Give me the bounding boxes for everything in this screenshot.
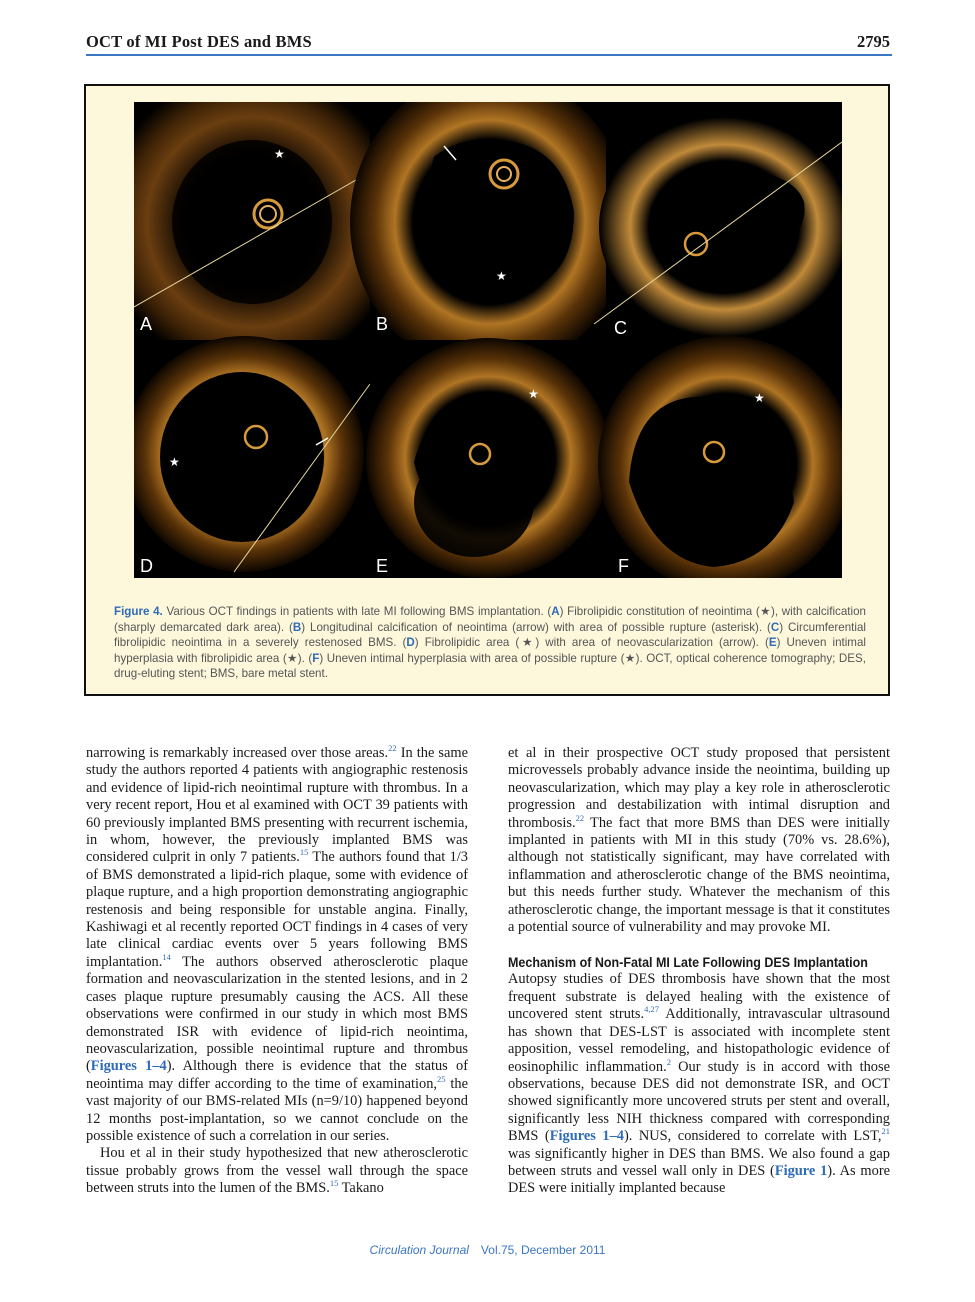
paragraph: Autopsy studies of DES thrombosis have shown that the most frequent substrate is delayed healing with the existence of uncovered stent struts.$^{4,27}$ Additionally, intravascular ultrasound has shown that DES-LST is associated with incomplete stent apposition, vessel remodeling, and histopathologic evidence of eosinophilic inflammation.$^2$ Our study is in accord with those observations, because DES did not demonstrate ISR, and OCT showed significantly more uncovered struts per stent and overall, significantly less NIH thickness compared with corresponding BMS (Figures 1–4). NUS, considered to correlate with LST,$^{21}$ was significantly higher in DES than BMS. We also found a gap between struts and vessel wall only in DES (Figure 1). As more DES were initially implanted because [508,971,891,1197]
panel-d [134,336,370,578]
citation[interactable]: 25 [437,1073,446,1084]
citation[interactable]: 2 [666,1056,671,1067]
citation[interactable]: 21 [881,1126,890,1137]
panel-label-f: F [618,556,629,576]
citation[interactable]: 14 [162,952,171,963]
caption-text: ) Fibrolipidic constitution of neointima (★), with calcification (sharply demarcated dark area). ( [114,605,866,634]
journal-volume: Vol.75, December 2011 [480,1243,606,1257]
caption-key-c: C [770,620,780,634]
star-a: ★ [274,147,285,161]
caption-key-a: A [551,605,560,618]
citation[interactable]: 15 [329,1178,339,1189]
right-column [508,745,890,1198]
figure-4 [84,84,890,696]
figure-label: Figure 4. [114,605,163,618]
paragraph: Hou et al in their study hypothesized that new atherosclerotic tissue probably grows from the vessel wall through the space between struts into the lumen of the BMS.$^{15}$ Takano [86,1145,468,1197]
star-d: ★ [169,455,180,469]
left-column [86,745,468,1198]
caption-text: ) Uneven intimal hyperplasia with fibrolipidic area (★). ( [114,636,866,665]
paragraph: et al in their prospective OCT study proposed that persistent microvessels probably advance inside the neointima, building up neovascularization, which may play a key role in atherosclerotic progression and destabilization with intimal disruption and thrombosis.$^{22}$ The fact that more BMS than DES were initially implanted in patients with MI in this study (70% vs. 28.6%), although not statistically significant, may have correlated with inflammation and atherosclerotic change of the BMS neointima, but this needs further study. Whatever the mechanism of this atherosclerotic change, the important message is that it constitutes a potential source of vulnerability and may provoke MI. [508,745,890,936]
caption-key-d: D [406,636,415,650]
caption-key-e: E [768,636,777,650]
panel-label-e: E [376,556,389,576]
star-f: ★ [754,391,765,405]
citation[interactable]: 22 [388,743,397,754]
caption-key-b: B [292,620,302,634]
panel-c [594,102,842,340]
star-b: ★ [496,269,507,283]
caption-text: ) Fibrolipidic area (★) with area of neovascularization (arrow). ( [414,636,769,650]
citation[interactable]: 15 [299,847,309,858]
caption-text: ) Circumferential fibrolipidic neointima in a severely restenosed BMS. ( [114,620,866,650]
figure-link[interactable]: Figures 1–4 [549,1128,624,1145]
figure-link[interactable]: Figures 1–4 [90,1058,167,1075]
caption-key-f: F [312,651,320,665]
section-heading: Mechanism of Non-Fatal MI Late Following DES Implantation [508,955,868,971]
panel-label-d: D [140,556,153,576]
caption-text: ) Longitudinal calcification of neointima (arrow) with area of possible rupture (asterisk). ( [301,620,771,634]
panel-label-b: B [376,314,389,334]
caption-text: Various OCT findings in patients with late MI following BMS implantation. ( [162,605,552,618]
citation[interactable]: 22 [575,812,585,823]
caption-text: ) Uneven intimal hyperplasia with area of possible rupture (★). OCT, optical coherence tomography; DES, drug-eluting stent; BMS, bare metal stent. [114,651,866,681]
page-footer [0,1243,975,1257]
figure-caption [114,604,866,682]
header-rule [86,54,892,56]
page-number: 2795 [857,32,890,51]
journal-name: Circulation Journal [369,1243,469,1257]
oct-image-grid [134,102,842,578]
panel-label-c: C [614,318,627,338]
panel-b [350,102,630,372]
running-title: OCT of MI Post DES and BMS [86,32,312,51]
panel-e [366,338,610,578]
running-header [86,30,890,56]
panel-label-a: A [140,314,153,334]
figure-link[interactable]: Figure 1 [774,1162,828,1179]
paragraph: narrowing is remarkably increased over those areas.$^{22}$ In the same study the authors reported 4 patients with angiographic restenosis and evidence of lipid-rich neointimal rupture with thrombus. In a very recent report, Hou et al examined with OCT 39 patients with 60 previously implanted BMS presenting with recurrent ischemia, in whom, however, the previously implanted BMS was considered culprit in only 7 patients.$^{15}$ The authors found that 1/3 of BMS demonstrated a lipid-rich plaque, some with evidence of plaque rupture, and a high proportion demonstrating angiographic restenosis and being responsible for unstable angina. Finally, Kashiwagi et al recently reported OCT findings in 4 cases of very late clinical cardiac events over 5 years following BMS implantation.$^{14}$ The authors observed atherosclerotic plaque formation and neovascularization in the stented lesions, and in 2 cases plaque rupture presumably causing the ACS. All these observations were confirmed in our study in which most BMS demonstrated ISR with evidence of lipid-rich neointima, neovascularization, possible neointimal rupture and thrombus (Figures 1–4). Although there is evidence that the status of neointima may differ according to the time of examination,$^{25}$ the vast majority of our BMS-related MIs (n=9/10) happened beyond 12 months post-implantation, so we cannot conclude on the possible existence of such a correlation in our series. [86,743,468,1144]
star-e: ★ [528,387,539,401]
citation[interactable]: 4,27 [644,1004,659,1015]
panel-f [598,336,842,578]
